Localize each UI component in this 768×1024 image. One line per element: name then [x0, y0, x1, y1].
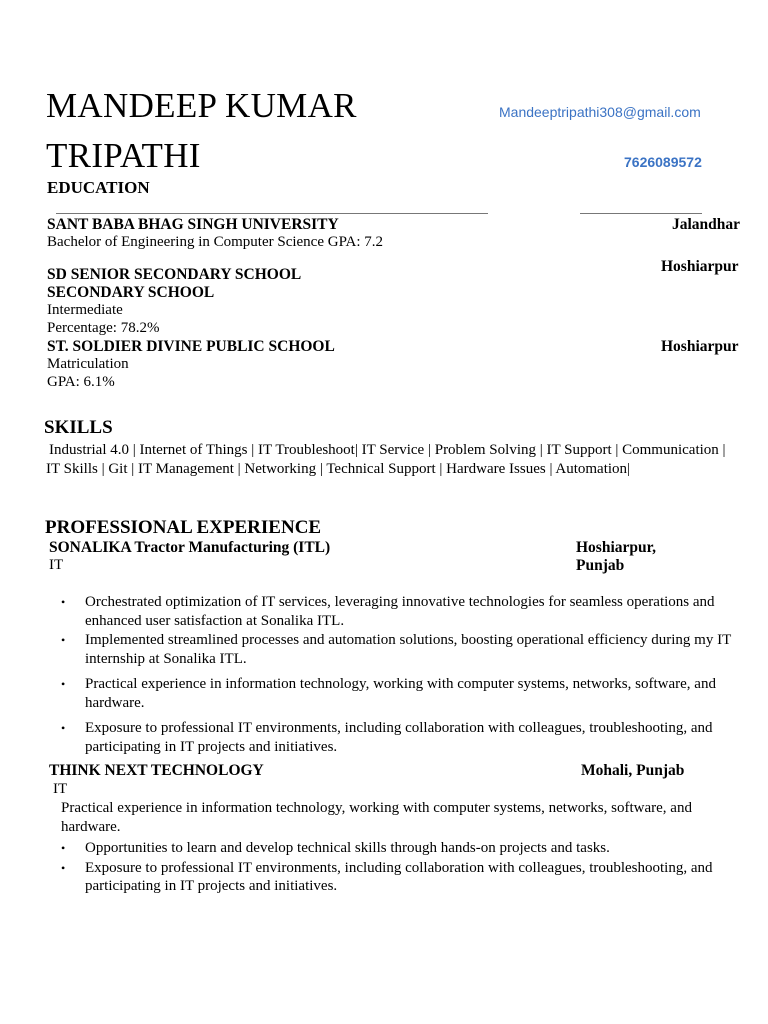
edu-institution-2-line2: SECONDARY SCHOOL — [47, 284, 215, 301]
experience-heading: PROFESSIONAL EXPERIENCE — [45, 517, 322, 538]
bullet-icon: • — [61, 860, 66, 875]
edu-institution-3: ST. SOLDIER DIVINE PUBLIC SCHOOL — [47, 338, 335, 355]
name-line2: TRIPATHI — [46, 136, 201, 175]
job-bullets-2 — [61, 839, 731, 896]
edu-detail-3b: GPA: 6.1% — [47, 374, 115, 390]
email-link[interactable]: Mandeeptripathi308@gmail.com — [499, 104, 701, 120]
edu-location-2: Hoshiarpur — [661, 258, 739, 275]
edu-institution-2: SD SENIOR SECONDARY SCHOOL — [47, 266, 302, 283]
edu-detail-2a: Intermediate — [47, 302, 123, 318]
bullet-icon: • — [61, 841, 66, 855]
bullet-icon: • — [61, 677, 66, 691]
section-divider-right — [580, 213, 702, 214]
edu-location-1: Jalandhar — [672, 216, 741, 233]
section-divider — [56, 213, 488, 214]
edu-location-3: Hoshiarpur — [661, 338, 739, 355]
job-location-1-line2: Punjab — [576, 557, 625, 574]
list-item — [61, 631, 731, 668]
job-intro-2: Practical experience in information technology, working with computer systems, networks, software, and hardware. — [61, 800, 692, 835]
name-line1: MANDEEP KUMAR — [46, 86, 357, 125]
bullet-icon: • — [61, 633, 66, 647]
job-bullets-1 — [61, 593, 731, 756]
skills-heading: SKILLS — [44, 417, 113, 438]
edu-detail-1: Bachelor of Engineering in Computer Science GPA: 7.2 — [47, 234, 384, 250]
job-role-1: IT — [49, 557, 64, 573]
bullet-text: Exposure to professional IT environments, including collaboration with colleagues, troubleshooting, and participating in IT projects and initiatives. — [85, 720, 713, 755]
bullet-text: Opportunities to learn and develop technical skills through hands-on projects and tasks. — [85, 840, 610, 856]
bullet-text: Implemented streamlined processes and automation solutions, boosting operational efficiency during my IT internship at Sonalika ITL. — [85, 632, 731, 667]
bullet-text: Orchestrated optimization of IT services, leveraging innovative technologies for seamless operations and enhanced user satisfaction at Sonalika ITL. — [85, 594, 715, 629]
job-location-1: Hoshiarpur, — [576, 539, 656, 556]
edu-institution-1: SANT BABA BHAG SINGH UNIVERSITY — [47, 216, 339, 233]
job-company-2: THINK NEXT TECHNOLOGY — [49, 762, 264, 779]
phone-number: 7626089572 — [624, 154, 702, 170]
education-heading: EDUCATION — [47, 178, 150, 197]
list-item — [61, 859, 731, 896]
edu-detail-2b: Percentage: 78.2% — [47, 320, 160, 336]
edu-detail-3a: Matriculation — [47, 356, 129, 372]
list-item — [61, 719, 731, 756]
skills-list: Industrial 4.0 | Internet of Things | IT Troubleshoot| IT Service | Problem Solving | IT Support | Communication | IT Skills | Git | IT Management | Networking | Technical Support | Hardware Issues | Automation| — [46, 442, 726, 477]
job-location-2: Mohali, Punjab — [581, 762, 685, 779]
bullet-text: Exposure to professional IT environments, including collaboration with colleagues, troubleshooting, and participating in IT projects and initiatives. — [85, 859, 713, 894]
bullet-text: Practical experience in information technology, working with computer systems, networks, software, and hardware. — [85, 676, 716, 711]
bullet-icon: • — [61, 721, 66, 735]
list-item — [61, 675, 731, 712]
job-role-2: IT — [53, 781, 68, 797]
list-item — [61, 593, 731, 630]
list-item — [61, 839, 731, 858]
job-company-1: SONALIKA Tractor Manufacturing (ITL) — [49, 539, 331, 556]
bullet-icon: • — [61, 595, 66, 609]
